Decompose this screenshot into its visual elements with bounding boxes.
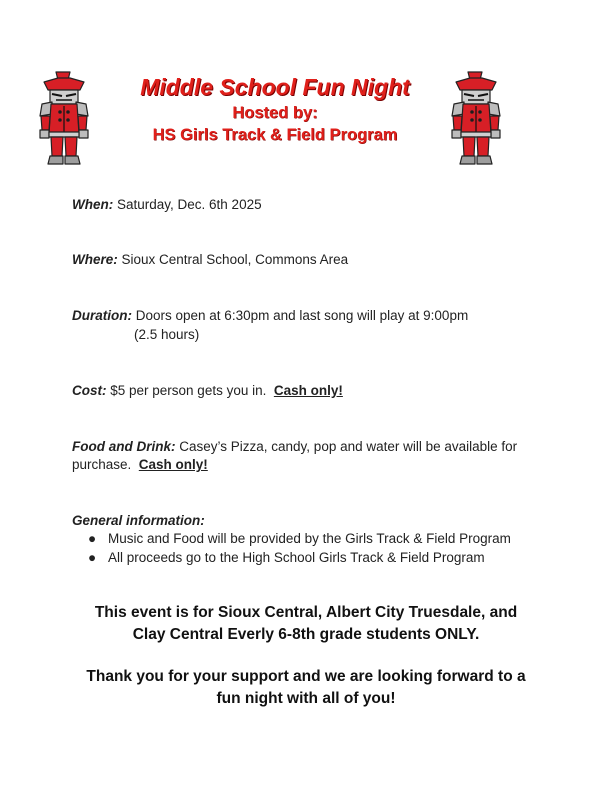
- duration-extra: (2.5 hours): [134, 327, 200, 342]
- hosted-by-label: Hosted by:: [232, 104, 318, 122]
- where-value: Sioux Central School, Commons Area: [117, 252, 349, 267]
- page-title: Middle School Fun Night: [140, 74, 410, 100]
- knight-mascot-icon: [38, 70, 90, 166]
- food-line-2: [72, 456, 208, 474]
- cost-value: $5 per person gets you in.: [106, 383, 274, 398]
- cost-label: Cost:: [72, 383, 107, 398]
- thank-you-message: Thank you for your support and we are looking forward to a fun night with all of you!: [86, 668, 526, 707]
- food-value: Casey’s Pizza, candy, pop and water will be available for: [175, 439, 518, 454]
- list-item: ● All proceeds go to the High School Girls Track & Field Program: [88, 550, 485, 565]
- host-program: HS Girls Track & Field Program: [152, 126, 398, 144]
- food-label: Food and Drink:: [72, 439, 176, 454]
- cost-line: [72, 382, 343, 400]
- food-cash-only: Cash only!: [138, 457, 208, 472]
- eligibility-notice: This event is for Sioux Central, Albert City Truesdale, and Clay Central Everly 6-8th grade students ONLY.: [94, 604, 518, 643]
- bullet-icon: ●: [88, 550, 97, 565]
- list-item: ● Music and Food will be provided by the Girls Track & Field Program: [88, 531, 511, 546]
- duration-line: [72, 307, 468, 325]
- duration-value: Doors open at 6:30pm and last song will play at 9:00pm: [132, 308, 469, 323]
- when-label: When:: [72, 197, 114, 212]
- knight-mascot-icon: [450, 70, 502, 166]
- header: [100, 72, 450, 146]
- where-label: Where:: [72, 252, 118, 267]
- where-line: [72, 251, 348, 269]
- general-info-label: General information:: [72, 513, 205, 528]
- when-value: Saturday, Dec. 6th 2025: [113, 197, 262, 212]
- cost-cash-only: Cash only!: [273, 383, 343, 398]
- bullet-icon: ●: [88, 531, 97, 546]
- duration-label: Duration:: [72, 308, 132, 323]
- when-line: [72, 196, 262, 214]
- general-info-list: [88, 529, 511, 567]
- food-line: [72, 438, 517, 456]
- food-value-2: purchase.: [72, 457, 139, 472]
